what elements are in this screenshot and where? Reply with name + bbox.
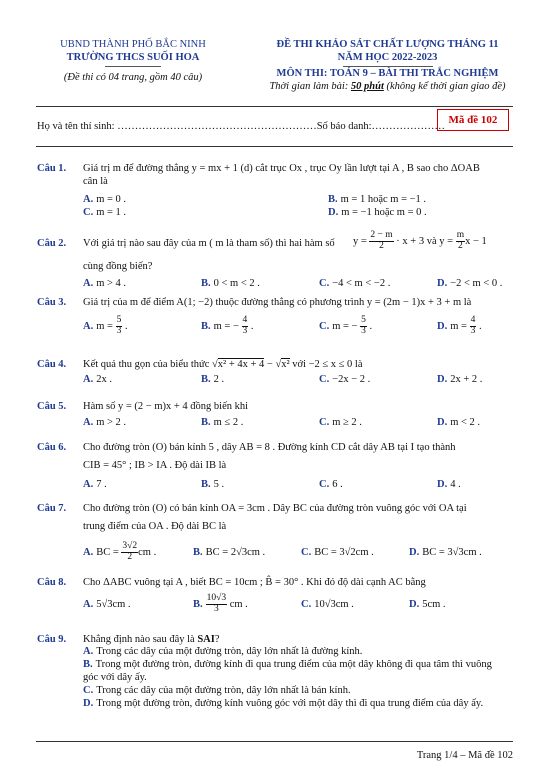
- section-rule: [36, 146, 513, 147]
- option-a[interactable]: A. m = $\frac{5}{3}$ .: [83, 315, 128, 336]
- question-8: [37, 576, 515, 626]
- question-6: [37, 441, 515, 491]
- question-number: Câu 9.: [37, 634, 67, 645]
- option-a[interactable]: A. m = 0 .: [83, 194, 127, 205]
- option-b[interactable]: B. m = 1 hoặc m = −1 .: [328, 194, 427, 205]
- option-b[interactable]: B. $\frac{10√3}{3}$ cm .: [193, 593, 248, 614]
- school-name: TRƯỜNG THCS SUỐI HOA: [66, 52, 200, 64]
- student-name-field: Họ và tên thí sinh: …………………………………………………: [37, 121, 317, 132]
- option-c[interactable]: C. 6 .: [319, 479, 343, 490]
- exam-code-box: Mã đề 102: [437, 109, 509, 131]
- option-b[interactable]: B. m = − $\frac{4}{3}$ .: [201, 315, 254, 336]
- option-c[interactable]: C. Trong các dây của một đường tròn, dây lớn nhất là bán kính.: [83, 685, 351, 696]
- question-3: [37, 296, 515, 346]
- option-c[interactable]: C. m = − $\frac{5}{3}$ .: [319, 315, 373, 336]
- question-9: [37, 633, 515, 723]
- exam-title: ĐỀ THI KHẢO SÁT CHẤT LƯỢNG THÁNG 11: [276, 39, 499, 50]
- question-text: Cho ΔABC vuông tại A , biết BC = 10cm ; B̂ = 30° . Khi đó độ dài cạnh AC bằng: [83, 577, 426, 588]
- question-text: Cho đường tròn (O) có bán kính OA = 3cm . Dây BC của đường tròn vuông góc với OA tại trung điểm của OA . Độ dài BC là: [83, 503, 467, 533]
- option-d[interactable]: D. 5cm .: [409, 599, 446, 610]
- question-number: Câu 3.: [37, 297, 67, 308]
- question-number: Câu 6.: [37, 442, 67, 453]
- question-7: [37, 502, 515, 572]
- header-right: [245, 38, 530, 94]
- question-4: [37, 358, 515, 392]
- option-d[interactable]: D. −2 < m < 0 .: [437, 278, 503, 289]
- question-number: Câu 5.: [37, 401, 67, 412]
- question-text: Khẳng định nào sau đây là SAI?: [83, 634, 220, 645]
- option-c[interactable]: C. m ≥ 2 .: [319, 417, 362, 428]
- question-2: [37, 230, 515, 289]
- option-d[interactable]: D. m = $\frac{4}{3}$ .: [437, 315, 482, 336]
- option-d[interactable]: D. 2x + 2 .: [437, 374, 483, 385]
- option-a[interactable]: A. 5√3cm .: [83, 599, 131, 610]
- time-limit: Thời gian làm bài: 50 phút (không kể thời gian giao đề): [269, 81, 506, 93]
- option-b[interactable]: B. 0 < m < 2 .: [201, 278, 260, 289]
- option-c[interactable]: C. BC = 3√2cm .: [301, 547, 374, 558]
- option-c[interactable]: C. −2x − 2 .: [319, 374, 371, 385]
- question-text: Giá trị m để đường thẳng y = mx + 1 (d) cắt trục Ox , trục Oy lần lượt tại A , B sao cho ΔOAB cân là: [83, 163, 480, 188]
- question-number: Câu 7.: [37, 503, 67, 514]
- option-d[interactable]: D. Trong một đường tròn, đường kính vuông góc với một dây thì đi qua trung điểm của dây ấy.: [83, 698, 484, 709]
- option-d[interactable]: D. 4 .: [437, 479, 461, 490]
- header-rule: [36, 106, 513, 107]
- question-text: Giá trị của m để điểm A(1; −2) thuộc đường thẳng có phương trình y = (2m − 1)x + 3 + m là: [83, 297, 472, 308]
- city-name: UBND THÀNH PHỐ BẮC NINH: [60, 39, 206, 50]
- option-a[interactable]: A. m > 4 .: [83, 278, 127, 289]
- option-a[interactable]: A. 7 .: [83, 479, 107, 490]
- option-d[interactable]: D. BC = 3√3cm .: [409, 547, 482, 558]
- school-year: NĂM HỌC 2022-2023: [337, 52, 438, 64]
- option-d[interactable]: D. m < 2 .: [437, 417, 481, 428]
- question-number: Câu 1.: [37, 163, 67, 174]
- option-a[interactable]: A. BC = $\frac{3√2}{2}$ cm .: [83, 541, 157, 562]
- question-1: [37, 162, 515, 218]
- question-text: Với giá trị nào sau đây của m ( m là tham số) thì hai hàm số y = $\frac{2 - m}{2}$ · x + 3 và y = $\frac{m}{2}$ x − 1 cùng đồng biến?: [83, 230, 487, 273]
- option-c[interactable]: C. −4 < m < −2 .: [319, 278, 391, 289]
- question-number: Câu 4.: [37, 359, 67, 370]
- option-d[interactable]: D. m = −1 hoặc m = 0 .: [328, 207, 427, 218]
- question-number: Câu 8.: [37, 577, 67, 588]
- option-a[interactable]: A. Trong các dây của một đường tròn, dây lớn nhất là đường kính.: [83, 646, 363, 657]
- page-note: (Đề thi có 04 trang, gồm 40 câu): [63, 72, 203, 84]
- subject: MÔN THI: TOÁN 9 – BÀI THI TRẮC NGHIỆM: [276, 68, 499, 80]
- question-number: Câu 2.: [37, 238, 67, 249]
- option-b[interactable]: B. 2 .: [201, 374, 225, 385]
- student-id-field: Số báo danh:…………………: [316, 121, 446, 132]
- option-a[interactable]: A. m > 2 .: [83, 417, 127, 428]
- footer-rule: [36, 741, 513, 742]
- option-c[interactable]: C. 10√3cm .: [301, 599, 354, 610]
- header-left: [28, 38, 238, 84]
- question-text: Kết quả thu gọn của biểu thức √x² + 4x + 4 − √x² với −2 ≤ x ≤ 0 là: [83, 359, 363, 370]
- option-b[interactable]: B. 5 .: [201, 479, 225, 490]
- option-a[interactable]: A. 2x .: [83, 374, 112, 385]
- option-b[interactable]: B. m ≤ 2 .: [201, 417, 244, 428]
- question-text: Hàm số y = (2 − m)x + 4 đồng biến khi: [83, 401, 249, 412]
- option-b-continued: góc với dây ấy.: [83, 672, 147, 683]
- option-c[interactable]: C. m = 1 .: [83, 207, 127, 218]
- option-b[interactable]: B. BC = 2√3cm .: [193, 547, 266, 558]
- page-footer: Trang 1/4 – Mã đề 102: [416, 750, 513, 761]
- option-b[interactable]: B. Trong một đường tròn, đường kính đi qua trung điểm của một dây không đi qua tâm thì vuông: [83, 659, 492, 670]
- divider: [105, 66, 161, 67]
- question-text: Cho đường tròn (O) bán kính 5 , dây AB = 8 . Đường kính CD cắt dây AB tại I tạo thành CIB = 45° ; IB > IA . Độ dài IB là: [83, 442, 456, 472]
- question-5: [37, 400, 515, 434]
